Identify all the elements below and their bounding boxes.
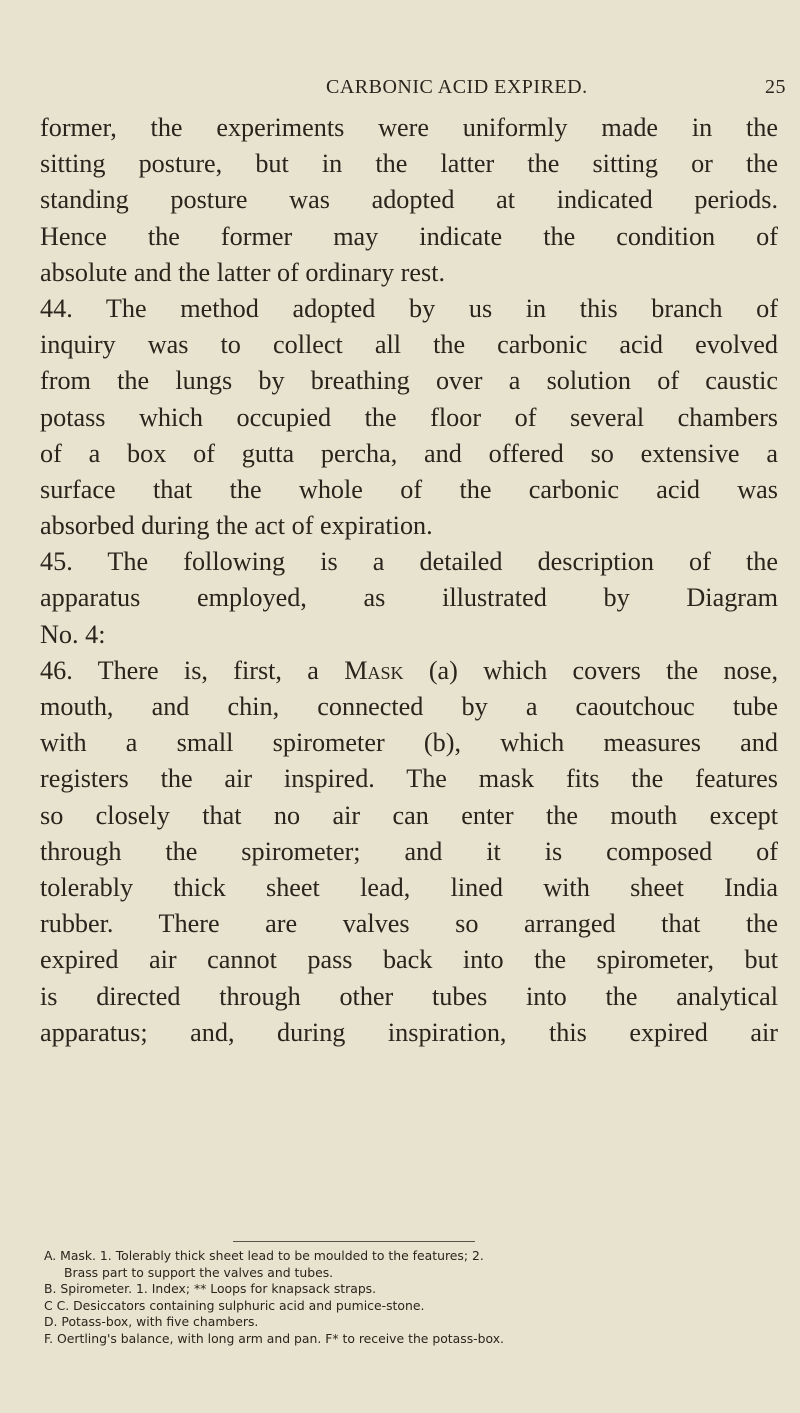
text-line: tolerably thick sheet lead, lined with sheet India bbox=[40, 872, 778, 902]
footnote-line: A. Mask. 1. Tolerably thick sheet lead to be moulded to the features; 2. bbox=[44, 1248, 484, 1263]
footnote-line: C C. Desiccators containing sulphuric acid and pumice-stone. bbox=[44, 1297, 425, 1313]
text-line: former, the experiments were uniformly made in the bbox=[40, 113, 778, 142]
text-line: 44. The method adopted by us in this branch of bbox=[40, 293, 778, 323]
footnote-line: D. Potass-box, with five chambers. bbox=[44, 1314, 259, 1330]
text-line: absolute and the latter of ordinary rest. bbox=[40, 257, 446, 287]
text-line: mouth, and chin, connected by a caoutchouc tube bbox=[40, 692, 778, 721]
diagram-legend-footnotes bbox=[44, 1248, 784, 1348]
footnote-line: F. Oertling's balance, with long arm and pan. F* to receive the potass-box. bbox=[44, 1330, 504, 1346]
text-line: standing posture was adopted at indicated periods. bbox=[40, 185, 778, 215]
running-title: CARBONIC ACID EXPIRED. bbox=[326, 76, 588, 98]
text-line: apparatus; and, during inspiration, this expired air bbox=[40, 1017, 778, 1047]
text-line: inquiry was to collect all the carbonic acid evolved bbox=[40, 330, 778, 360]
text-line: through the spirometer; and it is composed of bbox=[40, 836, 778, 866]
text-line: potass which occupied the floor of several chambers bbox=[40, 402, 778, 432]
footnote-divider bbox=[233, 1241, 475, 1242]
text-line: rubber. There are valves so arranged that the bbox=[40, 909, 778, 939]
text-line: of a box of gutta percha, and offered so extensive a bbox=[40, 438, 778, 468]
page-number: 25 bbox=[765, 76, 786, 98]
text-line: expired air cannot pass back into the spirometer, but bbox=[40, 945, 778, 975]
text-line: No. 4: bbox=[40, 619, 106, 649]
text-line: with a small spirometer (b), which measures and bbox=[40, 728, 778, 758]
body-text bbox=[40, 110, 778, 1051]
text-line: 45. The following is a detailed description of the bbox=[40, 547, 778, 577]
text-line: apparatus employed, as illustrated by Diagram bbox=[40, 583, 778, 613]
text-line: from the lungs by breathing over a solution of caustic bbox=[40, 366, 778, 396]
text-line: Hence the former may indicate the condition of bbox=[40, 221, 778, 251]
text-line: registers the air inspired. The mask fits the features bbox=[40, 764, 778, 794]
text-line: surface that the whole of the carbonic acid was bbox=[40, 474, 778, 504]
running-head bbox=[96, 76, 786, 106]
text-line: so closely that no air can enter the mouth except bbox=[40, 800, 778, 830]
text-line: is directed through other tubes into the analytical bbox=[40, 981, 778, 1011]
small-caps-term: Mask bbox=[344, 655, 404, 685]
footnote-line: Brass part to support the valves and tubes. bbox=[64, 1264, 334, 1280]
text-line: 46. There is, first, a Mask (a) which covers the nose, bbox=[40, 655, 778, 685]
footnote-line: B. Spirometer. 1. Index; ** Loops for knapsack straps. bbox=[44, 1281, 377, 1297]
text-line: sitting posture, but in the latter the sitting or the bbox=[40, 149, 778, 179]
text-line: absorbed during the act of expiration. bbox=[40, 511, 433, 541]
